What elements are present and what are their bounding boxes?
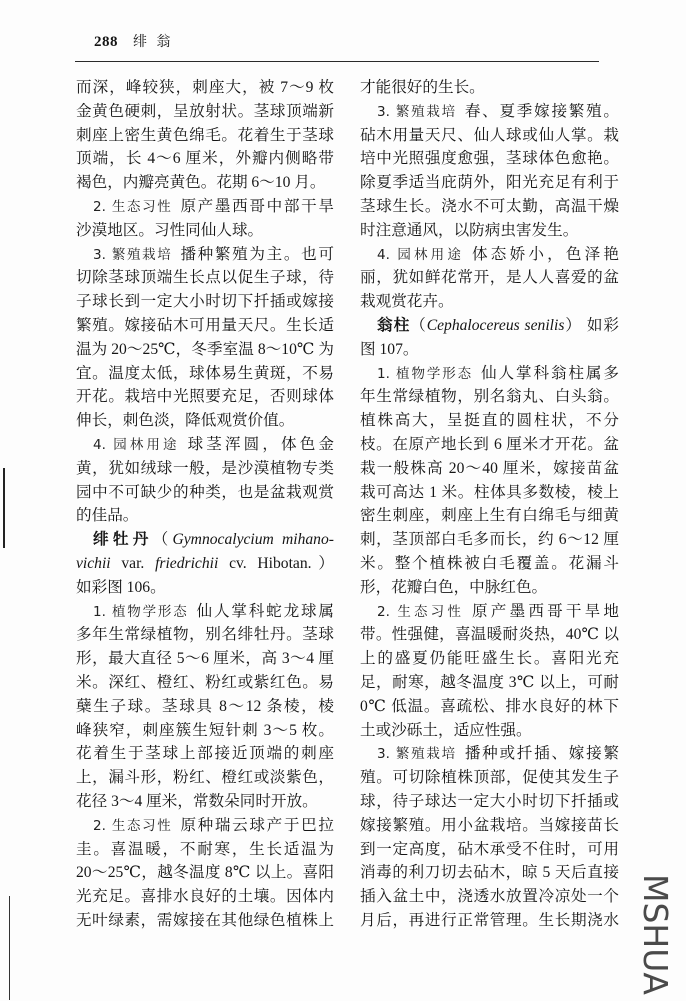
text-line [76, 195, 334, 219]
text-line [76, 266, 334, 290]
text-run: 花径 3～4 厘米，常数朵同时开放。 [76, 792, 318, 810]
text-run: 无叶绿素，需嫁接在其他绿色植株上 [76, 911, 334, 929]
text-run: 原产墨西哥中部干旱 [180, 197, 334, 215]
text-run: 沙漠地区。习性同仙人球。 [76, 221, 264, 239]
text-line [360, 219, 619, 243]
section-label: 3. 繁殖栽培 [93, 246, 173, 263]
text-line [76, 147, 334, 171]
text-line [360, 600, 619, 624]
text-run: 消毒的利刀切去砧木，晾 5 天后直接 [360, 864, 619, 882]
text-line [76, 838, 334, 862]
scan-edge-mark [9, 896, 10, 1000]
text-run: 仙人掌科翁柱属多 [481, 364, 619, 382]
text-run: 图 107。 [360, 340, 419, 358]
text-line [360, 314, 619, 338]
text-line [360, 171, 619, 195]
text-line [76, 243, 334, 267]
text-line [76, 314, 334, 338]
text-run: 光充足。喜排水良好的土壤。因体内 [76, 888, 334, 906]
text-run: 栽一般株高 20～40 厘米，嫁接苗盆 [360, 459, 619, 477]
text-run: 砧木用量天尺、仙人球或仙人掌。栽 [360, 126, 619, 144]
text-run: 金黄色硬刺，呈放射状。茎球顶端新 [76, 102, 334, 120]
text-line [76, 433, 334, 457]
paragraph [76, 76, 334, 195]
text-run: 上，漏斗形，粉红、橙红或淡紫色， [76, 769, 334, 787]
text-run: 栽观赏花卉。 [360, 293, 454, 311]
text-run: 月后，再进行正常管理。生长期浇水 [360, 911, 619, 929]
paragraph [360, 600, 619, 743]
text-run: 多年生常绿植物，别名绯牡丹。茎球 [76, 626, 334, 644]
text-line [76, 861, 334, 885]
text-line [360, 861, 619, 885]
text-line [360, 266, 619, 290]
text-run: 枝。在原产地长到 6 厘米才开花。盆 [360, 435, 619, 453]
latin-name: Cephalocereus senilis [426, 316, 565, 334]
paragraph [360, 742, 619, 932]
text-line [76, 623, 334, 647]
header-rule [75, 61, 599, 62]
text-line [360, 814, 619, 838]
section-label: 3. 繁殖栽培 [377, 103, 457, 120]
text-line [76, 385, 334, 409]
text-line [360, 195, 619, 219]
text-run: 球，待子球达一定大小时切下扦插或 [360, 792, 619, 810]
text-run: 嫁接繁殖。用小盆栽培。当嫁接苗长 [360, 816, 619, 834]
text-line [76, 171, 334, 195]
text-line [360, 409, 619, 433]
text-run: 带。性强健，喜温暖耐炎热，40℃ 以 [360, 626, 619, 644]
text-line [76, 695, 334, 719]
text-run: 原种瑞云球产于巴拉 [180, 816, 334, 834]
latin-name: vichii [76, 554, 111, 572]
text-line [360, 647, 619, 671]
text-line [360, 362, 619, 386]
text-run: 米。整个植株被白毛覆盖。花漏斗 [360, 554, 619, 572]
text-line [360, 623, 619, 647]
paragraph [76, 433, 334, 528]
text-line [360, 147, 619, 171]
text-run: 如彩图 106。 [76, 578, 166, 596]
text-line [76, 219, 334, 243]
text-run: 密生刺座，刺座上生有白绵毛与细黄 [360, 507, 619, 525]
text-line [360, 528, 619, 552]
text-line [360, 481, 619, 505]
page-number: 288 [94, 34, 118, 50]
section-label: 4. 园林用途 [377, 246, 465, 263]
text-run: 年生常绿植物，别名翁丸、白头翁。 [360, 388, 619, 406]
text-run: 黄，犹如绒球一般，是沙漠植物专类 [76, 459, 334, 477]
latin-name: Gymnocalycium mihano- [172, 531, 334, 549]
text-run: 20～25℃，越冬温度 8℃ 以上。喜阳 [76, 864, 334, 882]
text-run: 园中不可缺少的种类，也是盆栽观赏 [76, 483, 334, 501]
text-run: 原产墨西哥干旱地 [472, 602, 619, 620]
section-label: 2. 生态习性 [377, 603, 465, 620]
text-line [360, 338, 619, 362]
text-line [76, 504, 334, 528]
text-run: 米。深红、橙红、粉红或紫红色。易 [76, 673, 334, 691]
text-line [360, 76, 619, 100]
text-line [76, 766, 334, 790]
text-line [76, 719, 334, 743]
text-run: 花着生于茎球上部接近顶端的刺座 [76, 745, 334, 763]
text-line [360, 290, 619, 314]
text-run: 刺座上密生黄色绵毛。花着生于茎球 [76, 126, 334, 144]
text-run: 峰狭窄，刺座簇生短针刺 3～5 枚。 [76, 721, 334, 739]
section-label: 2. 生态习性 [93, 198, 173, 215]
text-run: ） 如彩 [564, 316, 619, 334]
text-line [360, 766, 619, 790]
paragraph [76, 528, 334, 599]
text-run: （ [410, 316, 427, 334]
text-run: 的佳品。 [76, 507, 139, 525]
paragraph [76, 243, 334, 433]
text-run: 仙人掌科蛇龙球属 [196, 602, 334, 620]
text-run: 播种或扦插、嫁接繁 [464, 745, 619, 763]
text-run: 春、夏季嫁接繁殖。 [464, 102, 619, 120]
text-line [360, 742, 619, 766]
text-run: 形，最大直径 5～6 厘米，高 3～4 厘 [76, 650, 334, 668]
text-line [76, 481, 334, 505]
text-line [76, 814, 334, 838]
text-run: 宜。温度太低，球体易生黄斑，不易 [76, 364, 334, 382]
text-run: 而深，峰较狭，刺座大，被 7～9 枚 [76, 79, 334, 96]
text-line [360, 719, 619, 743]
text-run: 体态娇小，色泽艳 [472, 245, 619, 263]
text-run: 培中光照强度愈强，茎球体色愈艳。 [360, 150, 619, 168]
text-line [360, 790, 619, 814]
text-line [76, 457, 334, 481]
text-line [360, 885, 619, 909]
paragraph [360, 100, 619, 243]
text-run: 球茎浑圆，体色金 [187, 435, 334, 453]
text-line [76, 909, 334, 933]
text-line [76, 576, 334, 600]
text-run: 繁殖。嫁接砧木可用量天尺。生长适 [76, 316, 334, 334]
section-label: 1. 植物学形态 [93, 603, 189, 620]
text-run: 切除茎球顶端生长点以促生子球，待 [76, 269, 334, 287]
text-line [360, 385, 619, 409]
text-run: 除夏季适当庇荫外，阳光充足有利于 [360, 174, 619, 192]
paragraph [360, 76, 619, 100]
latin-name: friedrichii [155, 554, 219, 572]
text-line [360, 576, 619, 600]
watermark: MSHUA [636, 874, 675, 995]
text-line [76, 885, 334, 909]
text-run: 茎球生长。浇水不可太勤，高温干燥 [360, 197, 619, 215]
text-line [360, 433, 619, 457]
text-line [360, 838, 619, 862]
text-line [76, 742, 334, 766]
text-run: 时注意通风，以防病虫害发生。 [360, 221, 579, 239]
text-run: 0℃ 低温。喜疏松、排水良好的林下 [360, 697, 619, 715]
text-line [360, 695, 619, 719]
text-run: 插入盆土中，浇透水放置冷凉处一个 [360, 888, 619, 906]
running-header [94, 32, 174, 52]
paragraph [76, 195, 334, 243]
text-run: 开花。栽培中光照要充足，否则球体 [76, 388, 334, 406]
plant-name: 绯牡丹 [93, 531, 153, 549]
text-line [76, 290, 334, 314]
text-line [76, 600, 334, 624]
text-run: cv. Hibotan.） [218, 554, 334, 572]
text-line [360, 124, 619, 148]
paragraph [76, 600, 334, 814]
text-line [360, 457, 619, 481]
text-run: 才能很好的生长。 [360, 79, 485, 96]
text-run: 丽，犹如鲜花常开，是人人喜爱的盆 [360, 269, 619, 287]
text-line [360, 243, 619, 267]
text-line [76, 528, 334, 552]
text-run: var. [110, 554, 156, 572]
text-run: 圭。喜温暖，不耐寒，生长适温为 [76, 840, 334, 858]
text-line [76, 552, 334, 576]
text-run: 伸长，刺色淡，降低观赏价值。 [76, 412, 295, 430]
text-run: 土或沙砾土，适应性强。 [360, 721, 532, 739]
section-label: 1. 植物学形态 [377, 365, 474, 382]
text-line [76, 671, 334, 695]
text-line [360, 671, 619, 695]
paragraph [76, 814, 334, 933]
text-line [76, 76, 334, 100]
text-run: 上的盛夏仍能旺盛生长。喜阳光充 [360, 650, 619, 668]
text-run: 到一定高度，砧木承受不住时，可用 [360, 840, 619, 858]
text-line [76, 100, 334, 124]
text-run: 顶端，长 4～6 厘米，外瓣内侧略带 [76, 150, 334, 168]
text-line [360, 100, 619, 124]
text-line [76, 647, 334, 671]
text-run: 蘖生子球。茎球具 8～12 条棱，棱 [76, 697, 334, 715]
text-line [360, 504, 619, 528]
text-line [76, 409, 334, 433]
text-run: 褐色，内瓣亮黄色。花期 6～10 月。 [76, 174, 326, 192]
text-line [360, 909, 619, 933]
text-line [76, 124, 334, 148]
plant-name: 翁柱 [377, 316, 411, 334]
text-run: 刺，茎顶部白毛多而长，约 6～12 厘 [360, 531, 619, 549]
section-label: 4. 园林用途 [93, 436, 180, 453]
text-run: 足，耐寒，越冬温度 3℃ 以上，可耐 [360, 673, 619, 691]
text-run: 植株高大，呈挺直的圆柱状，不分 [360, 412, 619, 430]
text-line [76, 338, 334, 362]
text-run: 播种繁殖为主。也可 [180, 245, 334, 263]
text-run: 殖。可切除植株顶部，促使其发生子 [360, 769, 619, 787]
text-run: 温为 20～25℃，冬季室温 8～10℃ 为 [76, 340, 334, 358]
text-line [76, 362, 334, 386]
text-column-right [360, 76, 619, 933]
paragraph [360, 362, 619, 600]
running-head-title: 绯 翁 [133, 35, 174, 50]
scan-edge-mark [3, 468, 5, 548]
text-line [360, 552, 619, 576]
section-label: 2. 生态习性 [93, 817, 173, 834]
paragraph [360, 243, 619, 314]
text-run: 子球长到一定大小时切下扦插或嫁接 [76, 293, 334, 311]
section-label: 3. 繁殖栽培 [377, 746, 457, 763]
text-run: 栽可高达 1 米。柱体具多数棱，棱上 [360, 483, 619, 501]
text-run: （ [152, 531, 173, 549]
text-line [76, 790, 334, 814]
text-run: 形，花瓣白色，中脉红色。 [360, 578, 548, 596]
text-column-left [76, 76, 334, 933]
paragraph [360, 314, 619, 362]
